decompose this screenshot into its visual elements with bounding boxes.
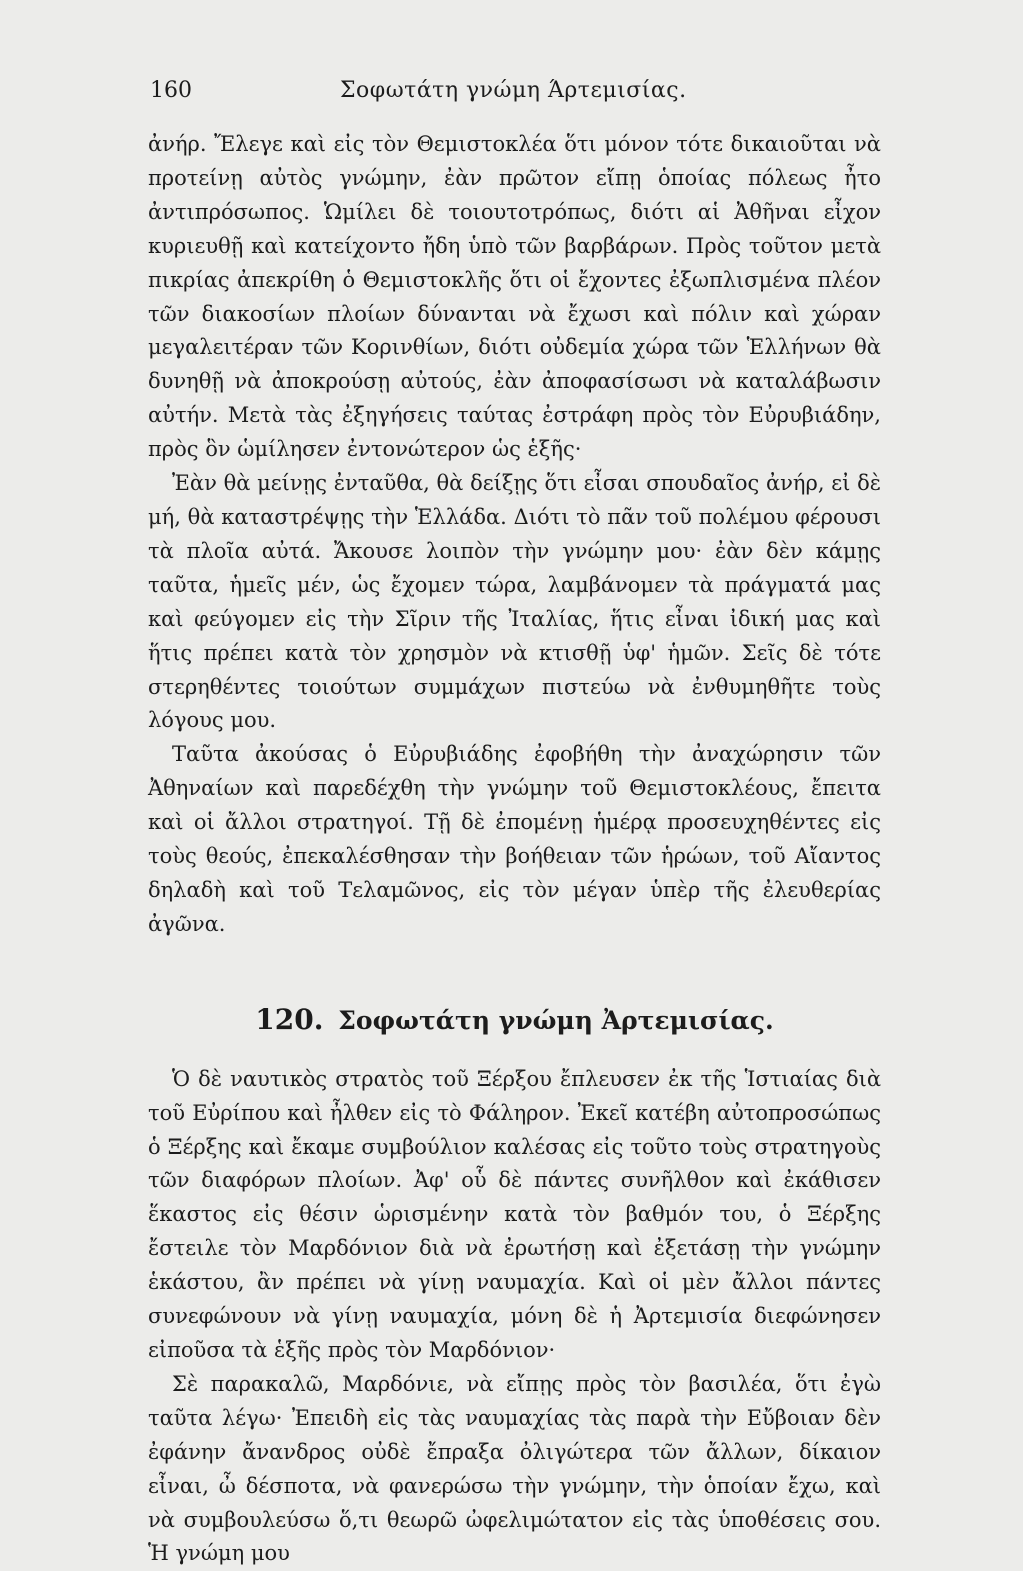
paragraph: Σὲ παρακαλῶ, Μαρδόνιε, νὰ εἴπῃς πρὸς τὸν βασιλέα, ὅτι ἐγὼ ταῦτα λέγω· Ἐπειδὴ εἰς τὰς ναυμαχίας τὰς παρὰ τὴν Εὔβοιαν δὲν ἐφάνην ἄνανδρος οὐδὲ ἔπραξα ὀλιγώτερα τῶν ἄλλων, δίκαιον εἶναι, ὦ δέσποτα, νὰ φανερώσω τὴν γνώμην, τὴν ὁποίαν ἔχω, καὶ νὰ συμβουλεύσω ὅ,τι θεωρῶ ὠφελιμώτατον εἰς τὰς ὑποθέσεις σου. Ἡ γνώμη μου — [148, 1371, 881, 1566]
paragraph: ἀνήρ. Ἔλεγε καὶ εἰς τὸν Θεμιστοκλέα ὅτι μόνον τότε δικαιοῦται νὰ προτείνῃ αὐτὸς γνώμην, ἐὰν πρῶτον εἴπῃ ὁποίας πόλεως ἦτο ἀντιπρόσωπος. Ὡμίλει δὲ τοιουτοτρόπως, διότι αἱ Ἀθῆναι εἶχον κυριευθῇ καὶ κατείχοντο ἤδη ὑπὸ τῶν βαρβάρων. Πρὸς τοῦτον μετὰ πικρίας ἀπεκρίθη ὁ Θεμιστοκλῆς ὅτι οἱ ἔχοντες ἐξωπλισμένα πλέον τῶν διακοσίων πλοίων δύνανται νὰ ἔχωσι καὶ πόλιν καὶ χώραν μεγαλειτέραν τῶν Κορινθίων, διότι οὐδεμία χώρα τῶν Ἑλλήνων θὰ δυνηθῇ νὰ ἀποκρούσῃ αὐτούς, ἐὰν ἀποφασίσωσι νὰ καταλάβωσιν αὐτήν. Μετὰ τὰς ἐξηγήσεις ταύτας ἐστράφη πρὸς τὸν Εὐρυβιάδην, πρὸς ὃν ὡμίλησεν ἐντονώτερον ὡς ἑξῆς· — [148, 132, 881, 462]
page-header — [150, 78, 880, 114]
section-heading — [148, 1000, 881, 1041]
running-title: Σοφωτάτη γνώμη Άρτεμισίας. — [340, 78, 687, 103]
paragraph: Ταῦτα ἀκούσας ὁ Εὐρυβιάδης ἐφοβήθη τὴν ἀναχώρησιν τῶν Ἀθηναίων καὶ παρεδέχθη τὴν γνώμην τοῦ Θεμιστοκλέους, ἔπειτα καὶ οἱ ἄλλοι στρατηγοί. Τῇ δὲ ἐπομένῃ ἡμέρᾳ προσευχηθέντες εἰς τοὺς θεούς, ἐπεκαλέσθησαν τὴν βοήθειαν τῶν ἡρώων, τοῦ Αἴαντος δηλαδὴ καὶ τοῦ Τελαμῶνος, εἰς τὸν μέγαν ὑπὲρ τῆς ἐλευθερίας ἀγῶνα. — [148, 742, 881, 936]
section-number: 120. — [255, 1002, 324, 1036]
page-number: 160 — [150, 78, 192, 103]
paragraph: Ἐὰν θὰ μείνῃς ἐνταῦθα, θὰ δείξῃς ὅτι εἶσαι σπουδαῖος ἀνήρ, εἰ δὲ μή, θὰ καταστρέψῃς τὴν Ἑλλάδα. Διότι τὸ πᾶν τοῦ πολέμου φέρουσι τὰ πλοῖα αὐτά. Ἄκουσε λοιπὸν τὴν γνώμην μου· ἐὰν δὲν κάμῃς ταῦτα, ἡμεῖς μέν, ὡς ἔχομεν τώρα, λαμβάνομεν τὰ πράγματά μας καὶ φεύγομεν εἰς τὴν Σῖριν τῆς Ἰταλίας, ἥτις εἶναι ἰδική μας καὶ ἥτις πρέπει κατὰ τὸν χρησμὸν νὰ κτισθῇ ὑφ' ἡμῶν. Σεῖς δὲ τότε στερηθέντες τοιούτων συμμάχων πιστεύω νὰ ἐνθυμηθῆτε τοὺς λόγους μου. — [148, 471, 881, 733]
paragraph: Ὁ δὲ ναυτικὸς στρατὸς τοῦ Ξέρξου ἔπλευσεν ἐκ τῆς Ἱστιαίας διὰ τοῦ Εὐρίπου καὶ ἦλθεν εἰς τὸ Φάληρον. Ἐκεῖ κατέβη αὐτοπροσώπως ὁ Ξέρξης καὶ ἔκαμε συμβούλιον καλέσας εἰς τοῦτο τοὺς στρατηγοὺς τῶν διαφόρων πλοίων. Ἀφ' οὗ δὲ πάντες συνῆλθον καὶ ἐκάθισεν ἕκαστος εἰς θέσιν ὡρισμένην κατὰ τὸν βαθμόν του, ὁ Ξέρξης ἔστειλε τὸν Μαρδόνιον διὰ νὰ ἐρωτήσῃ καὶ ἐξετάσῃ τὴν γνώμην ἑκάστου, ἂν πρέπει νὰ γίνῃ ναυμαχία. Καὶ οἱ μὲν ἄλλοι πάντες συνεφώνουν νὰ γίνῃ ναυμαχία, μόνη δὲ ἡ Ἀρτεμισία διεφώνησεν εἰποῦσα τὰ ἑξῆς πρὸς τὸν Μαρδόνιον· — [148, 1066, 881, 1362]
section-title: Σοφωτάτη γνώμη Ἀρτεμισίας. — [338, 1005, 774, 1035]
page-body — [148, 128, 881, 1571]
